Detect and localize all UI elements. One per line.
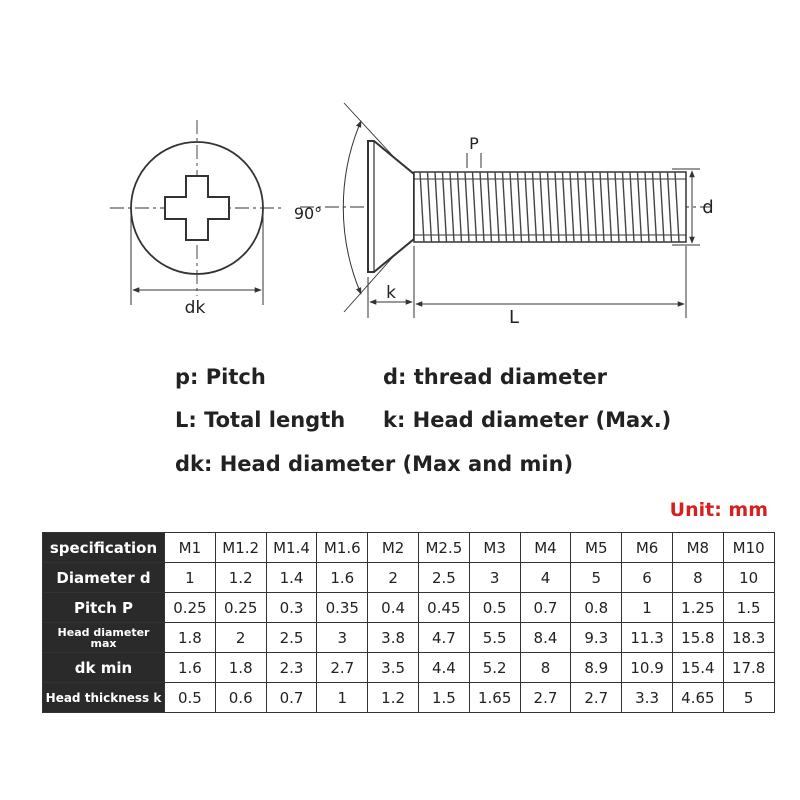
table-cell: 0.45 [418,593,469,623]
table-cell: 1.4 [266,563,317,593]
table-cell: 2.7 [520,683,571,713]
table-cell: 1.6 [165,653,216,683]
table-cell: 10.9 [622,653,673,683]
row-header: Head diameter max [43,623,165,653]
k-label: k [386,283,396,303]
legend-total-length: L: Total length [175,408,346,432]
legend-head-diameter-max: k: Head diameter (Max.) [383,408,672,432]
table-cell: 2.3 [266,653,317,683]
table-cell: M3 [469,533,520,563]
table-cell: 15.8 [672,623,723,653]
table-cell: 1.8 [215,653,266,683]
table-cell: M5 [571,533,622,563]
table-cell: 0.8 [571,593,622,623]
table-cell: 8.9 [571,653,622,683]
table-cell: 0.4 [368,593,419,623]
table-cell: 1.6 [317,563,368,593]
table-cell: 0.6 [215,683,266,713]
table-cell: M1.4 [266,533,317,563]
table-row [43,563,775,593]
table-cell: M10 [723,533,774,563]
legend-head-diameter-range: dk: Head diameter (Max and min) [175,452,574,476]
row-header: specification [43,533,165,563]
table-cell: 5.5 [469,623,520,653]
table-cell: 17.8 [723,653,774,683]
table-cell: 2.5 [266,623,317,653]
angle-label: 90° [293,204,323,223]
diameter-label: d [702,197,714,218]
row-header: Diameter d [43,563,165,593]
table-cell: 1 [317,683,368,713]
table-cell: 1.8 [165,623,216,653]
table-cell: M2 [368,533,419,563]
table-cell: 8.4 [520,623,571,653]
table-cell: M1.6 [317,533,368,563]
table-cell: 8 [520,653,571,683]
table-cell: 0.3 [266,593,317,623]
table-cell: 4.4 [418,653,469,683]
table-cell: 0.25 [165,593,216,623]
table-cell: 3.8 [368,623,419,653]
screw-technical-drawing [0,0,800,345]
dk-label: dk [184,298,206,318]
table-cell: 0.35 [317,593,368,623]
table-cell: 0.7 [520,593,571,623]
table-cell: 1.5 [723,593,774,623]
table-cell: 4.7 [418,623,469,653]
table-cell: 3.5 [368,653,419,683]
head-top-view [110,120,284,305]
table-cell: 11.3 [622,623,673,653]
table-cell: 5.2 [469,653,520,683]
table-row [43,623,775,653]
table-cell: 2 [368,563,419,593]
table-cell: 1.2 [215,563,266,593]
table-cell: 5 [723,683,774,713]
table-cell: M6 [622,533,673,563]
table-cell: 1 [165,563,216,593]
table-cell: 18.3 [723,623,774,653]
table-cell: 2 [215,623,266,653]
table-cell: 1.2 [368,683,419,713]
table-cell: 1.65 [469,683,520,713]
table-cell: M4 [520,533,571,563]
table-row [43,653,775,683]
table-cell: 0.7 [266,683,317,713]
specification-table [42,532,775,713]
table-row [43,533,775,563]
table-cell: 2.7 [571,683,622,713]
table-cell: 8 [672,563,723,593]
table-cell: 5 [571,563,622,593]
unit-label: Unit: mm [669,499,768,521]
table-cell: 4.65 [672,683,723,713]
legend-thread-diameter: d: thread diameter [383,365,608,389]
phillips-cross-icon [165,176,229,240]
table-cell: M8 [672,533,723,563]
table-cell: 3.3 [622,683,673,713]
table-cell: 9.3 [571,623,622,653]
table-row [43,593,775,623]
table-cell: M1 [165,533,216,563]
table-cell: 10 [723,563,774,593]
row-header: Head thickness k [43,683,165,713]
table-cell: 0.25 [215,593,266,623]
length-label: L [508,307,520,328]
table-cell: 1.25 [672,593,723,623]
table-cell: 2.5 [418,563,469,593]
legend-pitch: p: Pitch [175,365,266,389]
row-header: dk min [43,653,165,683]
table-cell: 15.4 [672,653,723,683]
table-cell: 2.7 [317,653,368,683]
table-cell: 1 [622,593,673,623]
table-cell: M1.2 [215,533,266,563]
table-cell: 3 [317,623,368,653]
row-header: Pitch P [43,593,165,623]
pitch-label: P [469,134,479,153]
table-cell: M2.5 [418,533,469,563]
table-cell: 0.5 [469,593,520,623]
table-row [43,683,775,713]
table-cell: 3 [469,563,520,593]
table-cell: 6 [622,563,673,593]
table-cell: 4 [520,563,571,593]
table-cell: 1.5 [418,683,469,713]
table-cell: 0.5 [165,683,216,713]
